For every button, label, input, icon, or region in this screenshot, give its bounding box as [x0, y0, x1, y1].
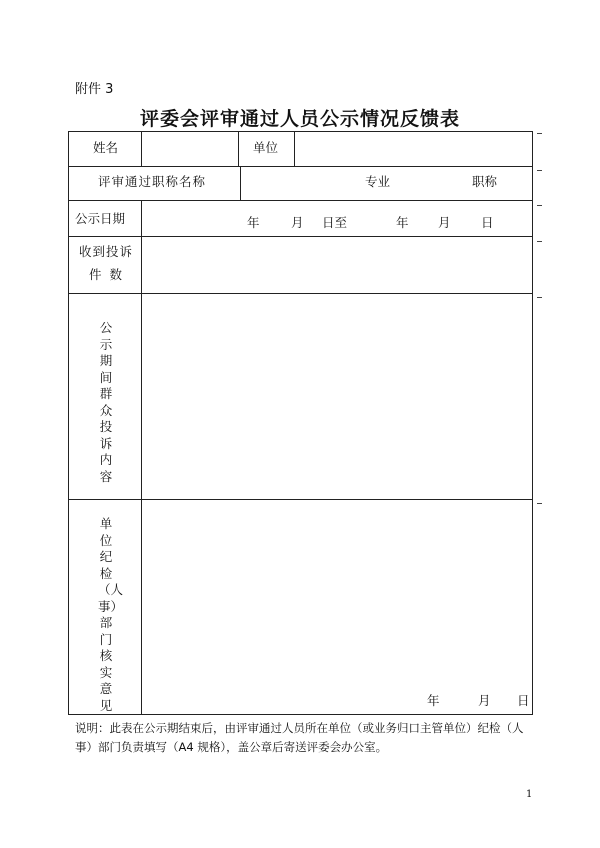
name-label: 姓名	[93, 140, 119, 155]
margin-tick	[537, 297, 542, 298]
complaint-count-field[interactable]	[142, 237, 531, 292]
date-month-end: 月	[438, 215, 451, 230]
complaint-content-label: 公示期间群众投诉内容	[99, 320, 113, 484]
margin-tick	[537, 133, 542, 134]
rank-label: 职称	[472, 174, 498, 189]
approved-title-label: 评审通过职称名称	[98, 174, 207, 189]
date-year-start: 年	[247, 215, 260, 230]
unit-field[interactable]	[296, 133, 531, 165]
margin-tick	[537, 205, 542, 206]
date-month-start: 月	[291, 215, 304, 230]
verification-opinion-field[interactable]	[142, 500, 531, 713]
margin-tick	[537, 170, 542, 171]
unit-label: 单位	[253, 140, 279, 155]
verify-date-month: 月	[478, 693, 491, 708]
col-divider	[294, 132, 295, 166]
complaint-count-label-line1: 收到投诉	[79, 244, 134, 259]
col-divider	[238, 132, 239, 166]
major-label: 专业	[365, 174, 391, 189]
margin-tick	[537, 241, 542, 242]
approved-title-field[interactable]	[241, 167, 531, 199]
date-day-to: 日至	[322, 215, 348, 230]
date-day-end: 日	[481, 215, 494, 230]
page-number: 1	[526, 789, 533, 800]
margin-tick	[537, 503, 542, 504]
verify-date-day: 日	[517, 693, 530, 708]
attachment-label: 附件 3	[75, 82, 114, 97]
date-label: 公示日期	[75, 211, 126, 226]
complaint-content-field[interactable]	[142, 294, 531, 496]
form-title: 评委会评审通过人员公示情况反馈表	[139, 108, 460, 130]
verify-date-year: 年	[427, 693, 440, 708]
instruction-note: 说明：此表在公示期结束后，由评审通过人员所在单位（或业务归口主管单位）纪检（人事）部门负责填写（A4 规格），盖公章后寄送评委会办公室。	[75, 721, 524, 754]
date-year-end: 年	[396, 215, 409, 230]
verification-opinion-label: 单位纪检（人事）部门核实意见	[98, 516, 124, 713]
complaint-count-label-line2: 件 数	[89, 267, 122, 282]
publicity-date-field[interactable]	[142, 201, 531, 235]
name-field[interactable]	[142, 133, 237, 165]
